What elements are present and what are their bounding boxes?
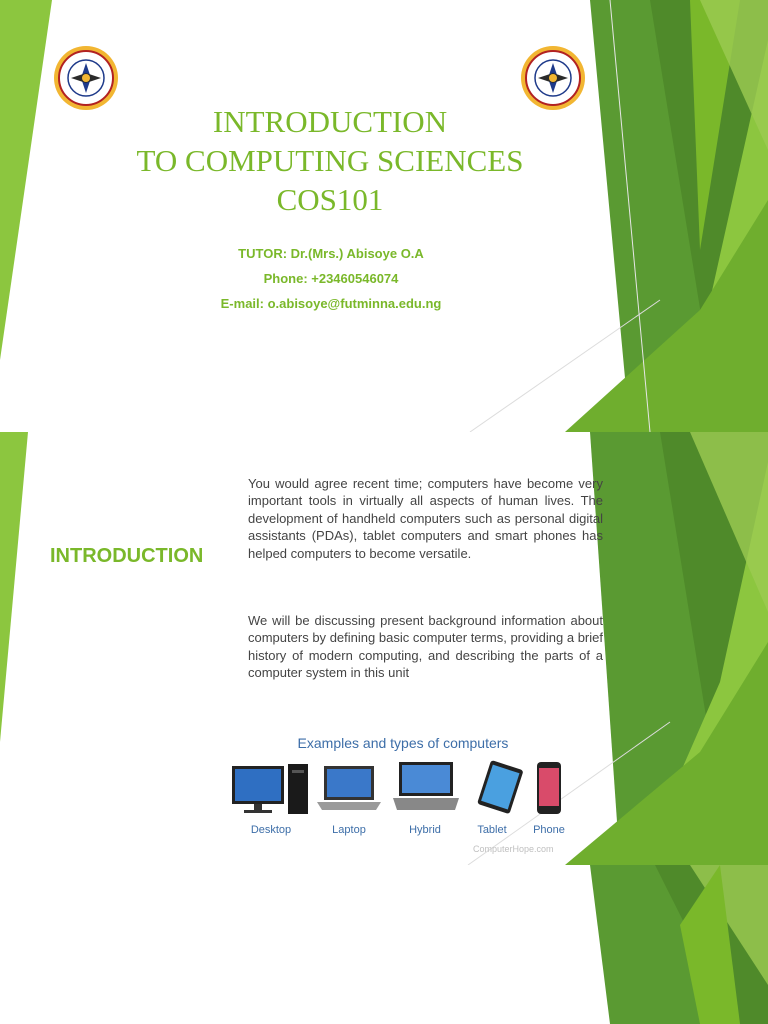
tutor-email: E-mail: o.abisoye@futminna.edu.ng	[220, 296, 442, 311]
introduction-slide	[0, 432, 768, 865]
device-label: Tablet	[477, 824, 507, 836]
title-line: INTRODUCTION	[212, 104, 448, 139]
phone-icon	[534, 760, 564, 817]
section-heading: INTRODUCTION	[50, 545, 204, 567]
title-slide	[0, 0, 768, 432]
green-decoration	[0, 865, 768, 1024]
intro-paragraph: We will be discussing present background information about computers by defining basic computer terms, providing a brief history of modern computing, and describing the parts of a computer system in this unit	[248, 613, 603, 681]
figure-title: Examples and types of computers	[297, 735, 509, 751]
university-seal-icon	[53, 45, 119, 111]
tutor-phone: Phone: +23460546074	[263, 271, 399, 286]
tablet-computer-icon	[473, 760, 528, 817]
title-line: TO COMPUTING SCIENCES	[136, 143, 524, 178]
laptop-computer-icon	[314, 762, 384, 817]
hybrid-computer-icon	[391, 760, 461, 817]
title-line: COS101	[276, 182, 384, 217]
slide-title	[120, 102, 540, 219]
next-slide-partial	[0, 865, 768, 1024]
device-label: Hybrid	[409, 824, 441, 836]
image-credit: ComputerHope.com	[473, 844, 554, 854]
device-label: Laptop	[332, 824, 366, 836]
intro-paragraph: You would agree recent time; computers have become very important tools in virtually all aspects of human lives. The development of handheld computers such as personal digital assistants (PDAs), tablet computers and smart phones has helped computers to become versatile.	[248, 476, 603, 561]
desktop-computer-icon	[230, 762, 312, 817]
computer-types-figure	[228, 727, 578, 857]
device-label: Desktop	[250, 824, 292, 836]
tutor-name: TUTOR: Dr.(Mrs.) Abisoye O.A	[238, 246, 424, 261]
device-label: Phone	[533, 824, 565, 836]
